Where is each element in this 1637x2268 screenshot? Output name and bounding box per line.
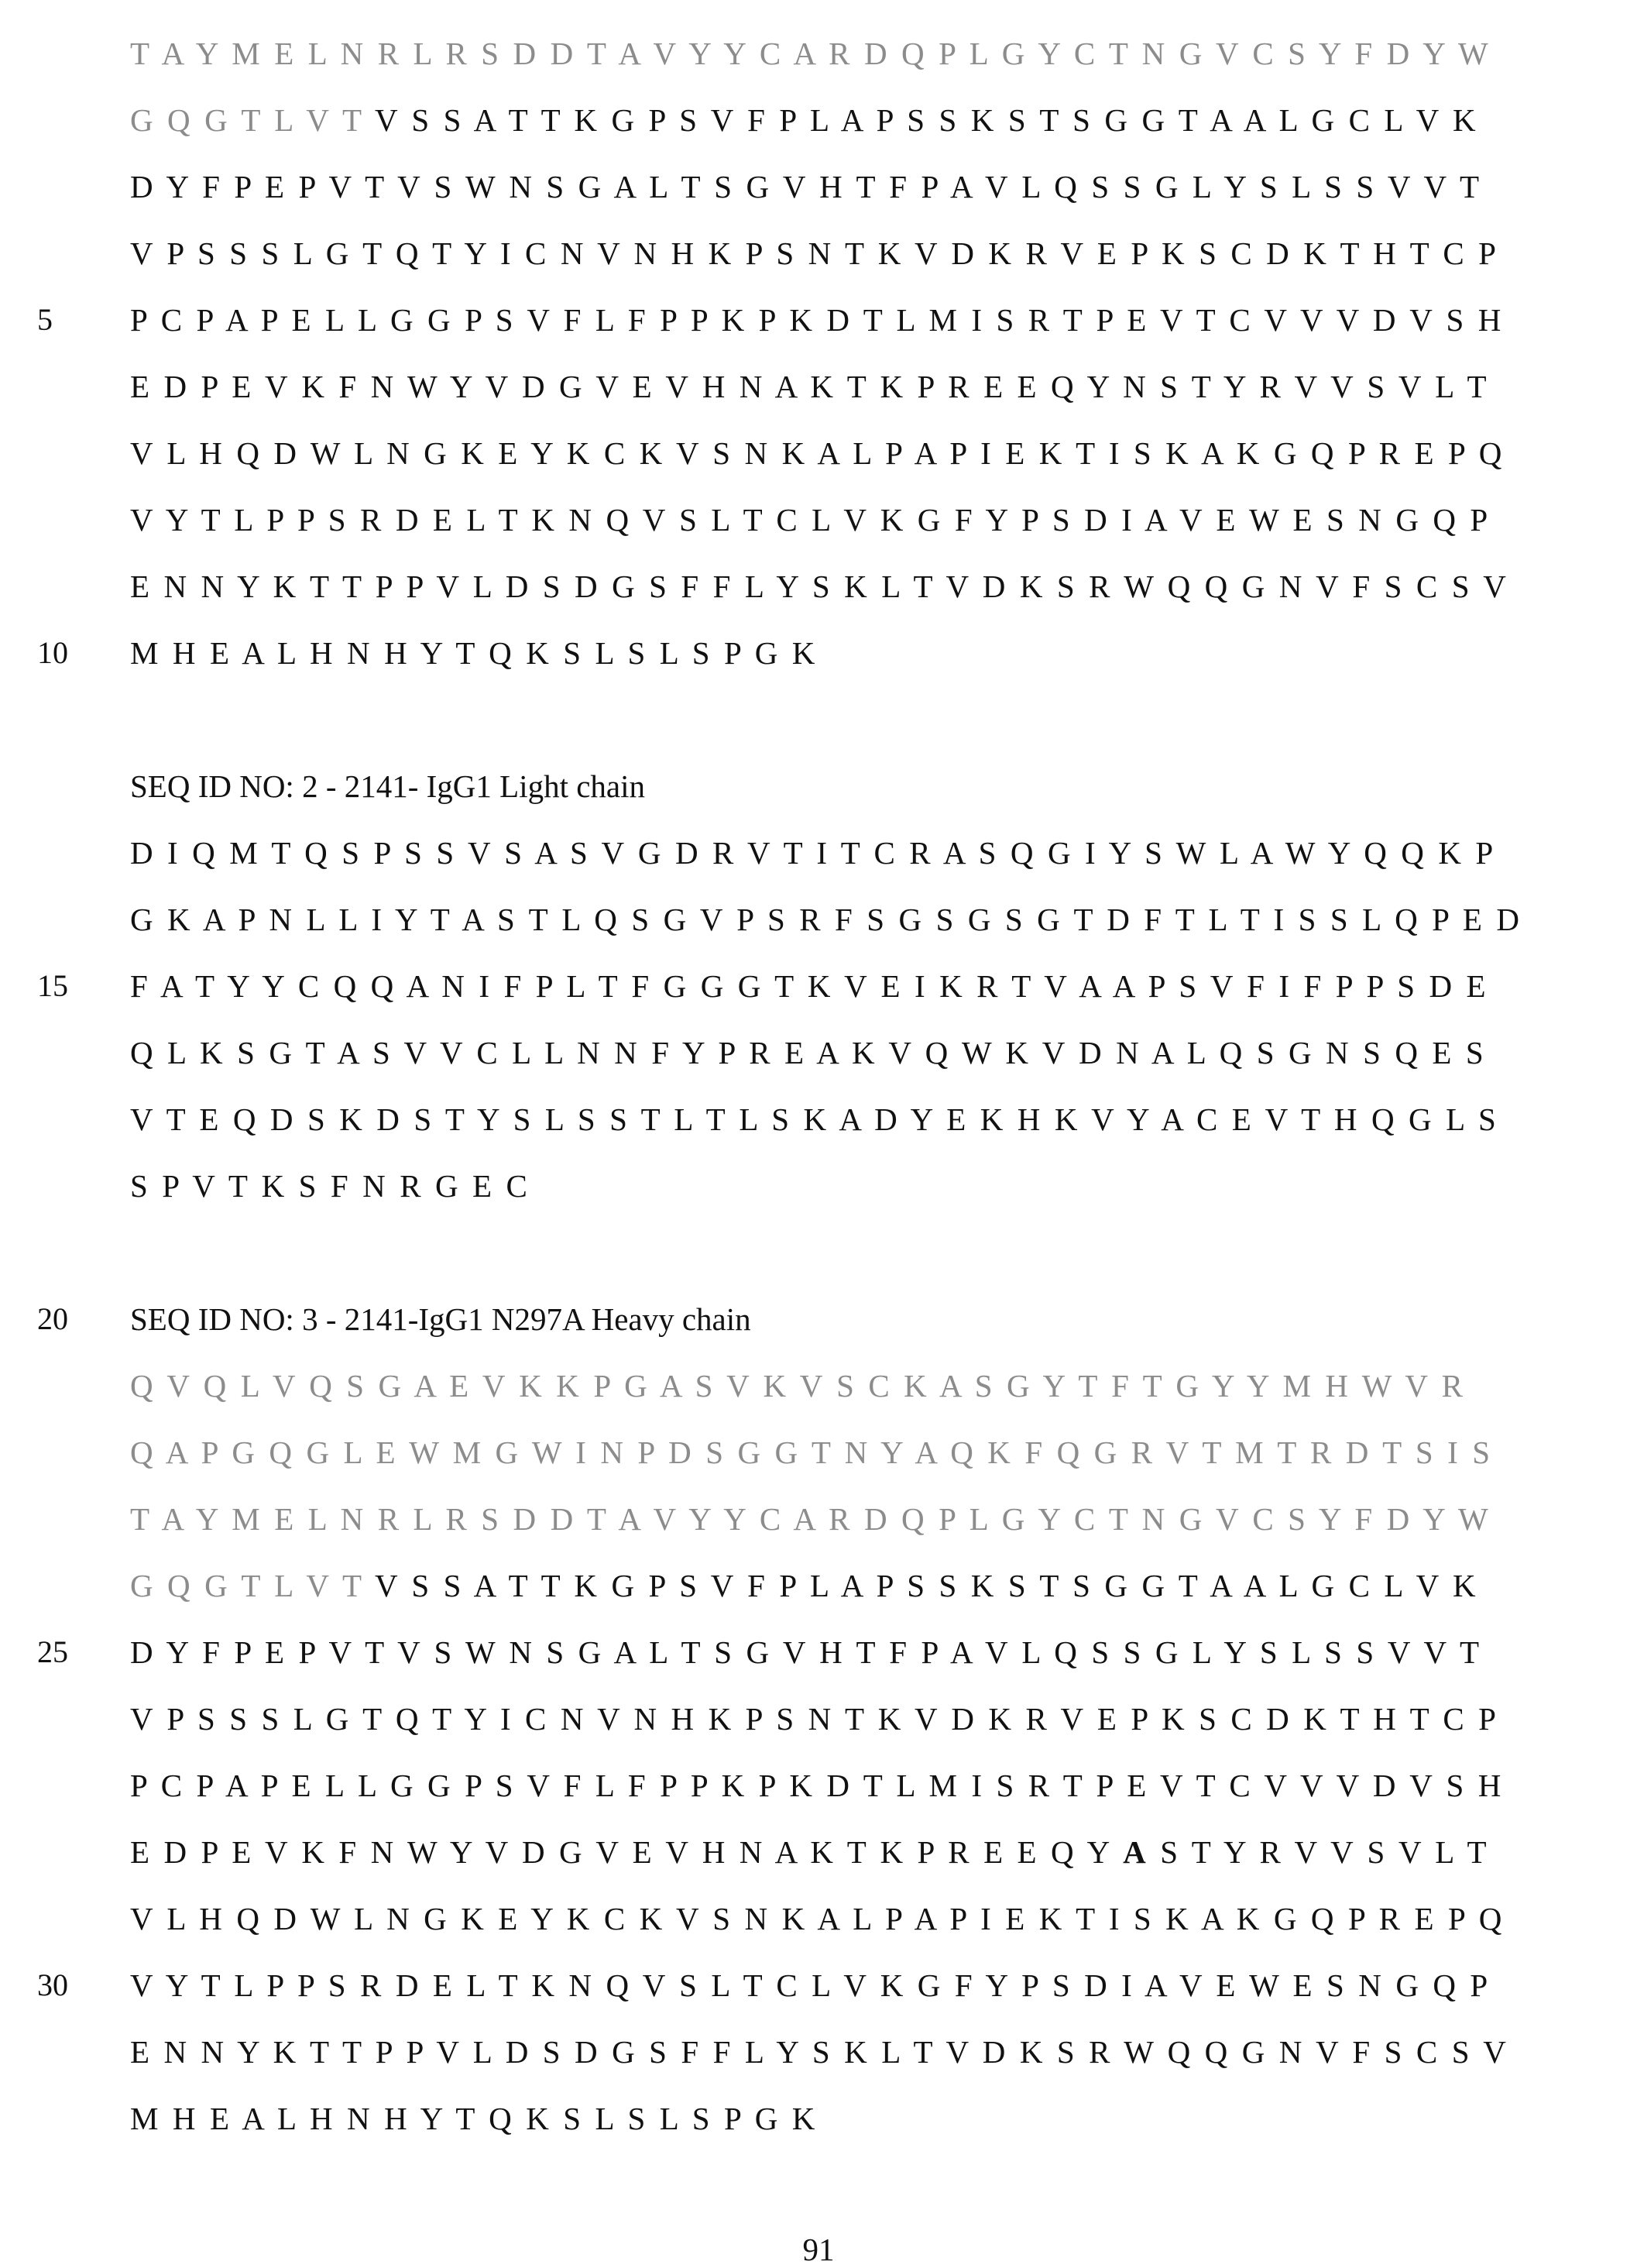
document-line — [0, 753, 1637, 820]
document-line — [0, 1486, 1637, 1552]
sequence-text — [130, 1752, 1505, 1819]
sequence-segment: SEQ ID NO: 2 - 2141- IgG1 Light chain — [130, 768, 645, 804]
line-number: 15 — [37, 953, 99, 1019]
sequence-segment: Q L K S G T A S V V C L L N N F Y P R E A K V Q W K V D N A L Q S G N S Q E S — [130, 1035, 1487, 1070]
document-line — [0, 1552, 1637, 1619]
cdr-region-text: T A Y M E L N R L R S D D T A V Y Y C A R D Q P L G Y C T N G V C S Y F D Y W — [130, 36, 1491, 71]
sequence-segment: S P V T K S F N R G E C — [130, 1168, 530, 1204]
sequence-text — [130, 1153, 530, 1219]
document-line — [0, 886, 1637, 953]
blank-line — [0, 1219, 1637, 1286]
sequence-text — [130, 2019, 1509, 2085]
document-line — [0, 353, 1637, 420]
sequence-segment: M H E A L H N H Y T Q K S L S L S P G K — [130, 635, 818, 671]
sequence-segment: V S S A T T K G P S V F P L A P S S K S T S G G T A A L G C L V K — [375, 1568, 1479, 1603]
line-number: 30 — [37, 1952, 99, 2019]
document-line — [0, 1686, 1637, 1752]
document-line — [0, 1286, 1637, 1352]
document-line — [0, 1419, 1637, 1486]
sequence-segment: E N N Y K T T P P V L D S D G S F F L Y S K L T V D K S R W Q Q G N V F S C S V — [130, 2034, 1509, 2070]
document-line — [0, 620, 1637, 686]
sequence-segment: S T Y R V V S V L T — [1149, 1834, 1490, 1870]
sequence-text — [130, 1686, 1499, 1752]
sequence-segment: E D P E V K F N W Y V D G V E V H N A K T K P R E E Q Y N S T Y R V V S V L T — [130, 369, 1490, 404]
cdr-region-text: Q A P G Q G L E W M G W I N P D S G G T N Y A Q K F Q G R V T M T R D T S I S — [130, 1435, 1493, 1470]
cdr-region-text: G Q G T L V T — [130, 1568, 375, 1603]
sequence-text — [130, 1019, 1487, 1086]
line-number: 25 — [37, 1619, 99, 1686]
sequence-segment: D Y F P E P V T V S W N S G A L T S G V H T F P A V L Q S S G L Y S L S S V V T — [130, 169, 1482, 204]
sequence-text — [130, 87, 1479, 153]
document-line — [0, 1153, 1637, 1219]
sequence-text — [130, 553, 1509, 620]
sequence-segment: M H E A L H N H Y T Q K S L S L S P G K — [130, 2101, 818, 2136]
sequence-text — [130, 1952, 1491, 2019]
sequence-segment: F A T Y Y C Q Q A N I F P L T F G G G T K V E I K R T V A A P S V F I F P P S D E — [130, 968, 1489, 1004]
sequence-text — [130, 420, 1505, 486]
sequence-text — [130, 287, 1505, 353]
line-number: 10 — [37, 620, 99, 686]
sequence-text — [130, 220, 1499, 287]
document-line — [0, 553, 1637, 620]
sequence-text — [130, 620, 818, 686]
sequence-text — [130, 2085, 818, 2152]
sequence-segment: P C P A P E L L G G P S V F L F P P K P K D T L M I S R T P E V T C V V V D V S H — [130, 1768, 1505, 1803]
sequence-segment: V L H Q D W L N G K E Y K C K V S N K A L P A P I E K T I S K A K G Q P R E P Q — [130, 435, 1505, 471]
sequence-text — [130, 1619, 1482, 1686]
line-number: 5 — [37, 287, 99, 353]
sequence-text — [130, 20, 1491, 87]
document-line — [0, 1086, 1637, 1153]
sequence-text — [130, 153, 1482, 220]
sequence-text — [130, 1552, 1479, 1619]
page-number: 91 — [0, 2231, 1637, 2268]
document-line — [0, 153, 1637, 220]
document-line — [0, 287, 1637, 353]
sequence-segment: P C P A P E L L G G P S V F L F P P K P K D T L M I S R T P E V T C V V V D V S H — [130, 302, 1505, 338]
sequence-text — [130, 1885, 1505, 1952]
blank-line — [0, 686, 1637, 753]
document-line — [0, 20, 1637, 87]
cdr-region-text: G Q G T L V T — [130, 102, 375, 138]
line-number: 20 — [37, 1286, 99, 1352]
sequence-segment: V L H Q D W L N G K E Y K C K V S N K A L P A P I E K T I S K A K G Q P R E P Q — [130, 1901, 1505, 1936]
document-line — [0, 1819, 1637, 1885]
sequence-segment: V Y T L P P S R D E L T K N Q V S L T C L V K G F Y P S D I A V E W E S N G Q P — [130, 502, 1491, 538]
document-line — [0, 486, 1637, 553]
document-line — [0, 953, 1637, 1019]
sequence-segment: V Y T L P P S R D E L T K N Q V S L T C L V K G F Y P S D I A V E W E S N G Q P — [130, 1967, 1491, 2003]
sequence-segment: E D P E V K F N W Y V D G V E V H N A K T K P R E E Q Y — [130, 1834, 1123, 1870]
sequence-segment: SEQ ID NO: 3 - 2141-IgG1 N297A Heavy chain — [130, 1301, 751, 1337]
sequence-text — [130, 486, 1491, 553]
sequence-text — [130, 953, 1489, 1019]
sequence-text — [130, 1819, 1490, 1885]
sequence-text — [130, 1086, 1499, 1153]
sequence-text — [130, 886, 1522, 953]
document-line — [0, 1619, 1637, 1686]
document-line — [0, 1885, 1637, 1952]
document-line — [0, 2085, 1637, 2152]
document-line — [0, 820, 1637, 886]
document-line — [0, 1019, 1637, 1086]
sequence-text — [130, 1352, 1466, 1419]
sequence-segment: E N N Y K T T P P V L D S D G S F F L Y S K L T V D K S R W Q Q G N V F S C S V — [130, 569, 1509, 604]
sequence-segment: D I Q M T Q S P S S V S A S V G D R V T I T C R A S Q G I Y S W L A W Y Q Q K P — [130, 835, 1496, 871]
sequence-segment: G K A P N L L I Y T A S T L Q S G V P S R F S G S G S G T D F T L T I S S L Q P E D — [130, 902, 1522, 937]
sequence-text — [130, 353, 1490, 420]
document-line — [0, 1752, 1637, 1819]
document-line — [0, 1352, 1637, 1419]
document-line — [0, 220, 1637, 287]
sequence-segment: V T E Q D S K D S T Y S L S S T L T L S K A D Y E K H K V Y A C E V T H Q G L S — [130, 1101, 1499, 1137]
sequence-heading — [130, 1286, 751, 1352]
document-line — [0, 87, 1637, 153]
cdr-region-text: Q V Q L V Q S G A E V K K P G A S V K V S C K A S G Y T F T G Y Y M H W V R — [130, 1368, 1466, 1404]
sequence-text — [130, 1486, 1491, 1552]
document-line — [0, 1952, 1637, 2019]
sequence-segment: D Y F P E P V T V S W N S G A L T S G V H T F P A V L Q S S G L Y S L S S V V T — [130, 1634, 1482, 1670]
sequence-segment: V P S S S L G T Q T Y I C N V N H K P S N T K V D K R V E P K S C D K T H T C P — [130, 1701, 1499, 1737]
mutation-residue: A — [1123, 1834, 1149, 1870]
sequence-segment: V S S A T T K G P S V F P L A P S S K S T S G G T A A L G C L V K — [375, 102, 1479, 138]
sequence-text — [130, 820, 1496, 886]
document-line — [0, 420, 1637, 486]
cdr-region-text: T A Y M E L N R L R S D D T A V Y Y C A R D Q P L G Y C T N G V C S Y F D Y W — [130, 1501, 1491, 1537]
sequence-heading — [130, 753, 645, 820]
sequence-segment: V P S S S L G T Q T Y I C N V N H K P S N T K V D K R V E P K S C D K T H T C P — [130, 235, 1499, 271]
document-line — [0, 2019, 1637, 2085]
sequence-text — [130, 1419, 1493, 1486]
